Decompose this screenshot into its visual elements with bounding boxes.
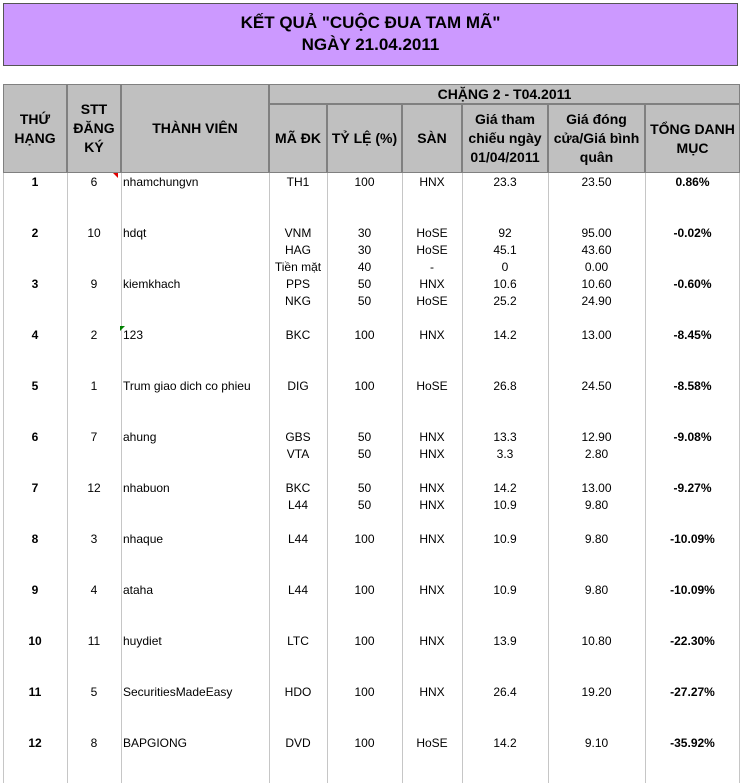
ref-price-cell [462,582,548,599]
rank-cell: 12 [28,736,42,750]
ratio-cell-value: 100 [354,532,375,546]
ref-price-cell-value: 13.3 [493,430,517,444]
close-price-cell-value: 9.10 [584,736,609,750]
ref-price-cell-value: 10.9 [493,498,517,512]
rank-cell: 7 [31,481,39,495]
stock-code-cell-value: NKG [284,294,311,308]
ratio-cell-value: 50 [357,447,372,461]
rank-cell: 1 [31,175,39,189]
total-cell: -22.30% [670,634,715,648]
stock-code-cell [269,531,327,548]
exchange-cell-value: HoSE [416,243,448,257]
stt-cell: 1 [90,379,98,393]
ref-price-cell-value: 14.2 [493,736,517,750]
stock-code-cell [269,174,327,191]
ref-price-cell [462,531,548,548]
total-cell: -9.27% [673,481,712,495]
exchange-cell [402,480,462,514]
stock-code-cell [269,429,327,463]
ref-price-cell [462,276,548,310]
rank-cell: 3 [31,277,39,291]
close-price-cell-value: 24.90 [581,294,612,308]
rank-cell: 2 [31,226,39,240]
close-price-cell [548,684,645,701]
ref-price-cell [462,684,548,701]
member-name-cell: Trum giao dich co phieu [123,379,251,393]
stock-code-cell-value: HAG [284,243,311,257]
exchange-cell [402,735,462,752]
member-name-cell: kiemkhach [123,277,181,291]
stock-code-cell-value: BKC [285,481,311,495]
close-price-cell [548,531,645,548]
ratio-cell [327,276,402,310]
close-price-cell [548,633,645,650]
header-ref-price: Giá tham chiếu ngày 01/04/2011 [462,104,548,173]
close-price-cell-value: 24.50 [581,379,612,393]
exchange-cell-value: HNX [419,447,445,461]
ref-price-cell-value: 14.2 [493,481,517,495]
total-cell: -0.60% [673,277,712,291]
exchange-cell-value: HNX [419,583,445,597]
exchange-cell-value: HoSE [416,226,448,240]
total-cell: -9.08% [673,430,712,444]
rank-cell: 6 [31,430,39,444]
rank-cell: 8 [31,532,39,546]
ref-price-cell-value: 26.8 [493,379,517,393]
total-cell: -0.02% [673,226,712,240]
ratio-cell-value: 100 [354,328,375,342]
total-cell: -35.92% [670,736,715,750]
ref-price-cell-value: 25.2 [493,294,517,308]
exchange-cell [402,174,462,191]
column-divider [121,173,122,783]
ratio-cell [327,378,402,395]
stock-code-cell-value: L44 [287,498,309,512]
exchange-cell-value: HNX [419,277,445,291]
ref-price-cell [462,225,548,276]
ratio-cell-value: 40 [357,260,372,274]
close-price-cell-value: 10.60 [581,277,612,291]
total-cell: -27.27% [670,685,715,699]
rank-cell: 9 [31,583,39,597]
close-price-cell-value: 43.60 [581,243,612,257]
stock-code-cell-value: PPS [285,277,310,291]
close-price-cell [548,378,645,395]
close-price-cell [548,327,645,344]
ref-price-cell-value: 10.9 [493,583,517,597]
ref-price-cell-value: 23.3 [493,175,517,189]
member-name-cell: huydiet [123,634,162,648]
member-name-cell: nhaque [123,532,164,546]
ratio-cell [327,735,402,752]
ratio-cell-value: 50 [357,277,372,291]
rank-cell: 5 [31,379,39,393]
ratio-cell [327,174,402,191]
report-title [3,3,738,66]
exchange-cell-value: HoSE [416,379,448,393]
total-cell: -8.58% [673,379,712,393]
ratio-cell [327,429,402,463]
ratio-cell-value: 100 [354,379,375,393]
table-body [3,173,740,783]
stt-cell: 4 [90,583,98,597]
stock-code-cell-value: LTC [287,634,309,648]
header-close-price: Giá đóng cửa/Giá bình quân [548,104,645,173]
ref-price-cell-value: 45.1 [493,243,517,257]
stt-cell: 8 [90,736,98,750]
ratio-cell [327,327,402,344]
close-price-cell [548,735,645,752]
exchange-cell [402,633,462,650]
stock-code-cell [269,378,327,395]
ratio-cell-value: 100 [354,634,375,648]
ref-price-cell-value: 92 [498,226,512,240]
ref-price-cell-value: 13.9 [493,634,517,648]
exchange-cell [402,327,462,344]
member-name-cell: 123 [123,328,144,342]
exchange-cell [402,429,462,463]
ratio-cell-value: 100 [354,583,375,597]
stock-code-cell-value: L44 [287,532,309,546]
member-name-cell: nhamchungvn [123,175,199,189]
ratio-cell-value: 30 [357,243,372,257]
stock-code-cell-value: VNM [284,226,312,240]
ref-price-cell-value: 14.2 [493,328,517,342]
exchange-cell-value: HNX [419,685,445,699]
exchange-cell [402,276,462,310]
close-price-cell-value: 9.80 [584,532,609,546]
ratio-cell [327,582,402,599]
ref-price-cell [462,378,548,395]
total-cell: 0.86% [675,175,710,189]
header-code: MÃ ĐK [269,104,327,173]
stock-code-cell [269,735,327,752]
exchange-cell [402,582,462,599]
header-exchange: SÀN [402,104,462,173]
ref-price-cell-value: 10.9 [493,532,517,546]
close-price-cell [548,174,645,191]
exchange-cell-value: HNX [419,328,445,342]
ratio-cell-value: 100 [354,685,375,699]
ref-price-cell [462,327,548,344]
stock-code-cell-value: DIG [287,379,309,393]
stock-code-cell-value: TH1 [286,175,310,189]
ratio-cell [327,531,402,548]
stt-cell: 12 [87,481,101,495]
ref-price-cell [462,480,548,514]
exchange-cell-value: HNX [419,481,445,495]
close-price-cell-value: 95.00 [581,226,612,240]
stt-cell: 5 [90,685,98,699]
member-name-cell: nhabuon [123,481,170,495]
header-total: TỔNG DANH MỤC [645,104,740,173]
close-price-cell-value: 13.00 [581,328,612,342]
ratio-cell [327,225,402,276]
stock-code-cell-value: L44 [287,583,309,597]
stt-cell: 2 [90,328,98,342]
ratio-cell [327,480,402,514]
close-price-cell-value: 2.80 [584,447,609,461]
stock-code-cell [269,633,327,650]
ref-price-cell [462,735,548,752]
ref-price-cell [462,633,548,650]
close-price-cell-value: 19.20 [581,685,612,699]
ratio-cell [327,684,402,701]
close-price-cell [548,429,645,463]
ratio-cell-value: 100 [354,736,375,750]
total-cell: -8.45% [673,328,712,342]
exchange-cell-value: HoSE [416,294,448,308]
rank-cell: 11 [28,685,42,699]
close-price-cell [548,276,645,310]
stock-code-cell-value: Tiền mặt [274,260,322,274]
exchange-cell-value: HNX [419,430,445,444]
close-price-cell-value: 12.90 [581,430,612,444]
stock-code-cell-value: BKC [285,328,311,342]
ratio-cell-value: 30 [357,226,372,240]
member-name-cell: SecuritiesMadeEasy [123,685,233,699]
stock-code-cell [269,582,327,599]
exchange-cell [402,531,462,548]
stock-code-cell-value: HDO [284,685,312,699]
stt-cell: 7 [90,430,98,444]
member-name-cell: ataha [123,583,154,597]
stock-code-cell [269,480,327,514]
stock-code-cell-value: VTA [286,447,310,461]
stt-cell: 10 [87,226,101,240]
header-stage: CHẶNG 2 - T04.2011 [269,84,740,104]
header-ratio: TỶ LỆ (%) [327,104,402,173]
stock-code-cell-value: DVD [285,736,311,750]
member-name-cell: ahung [123,430,157,444]
ref-price-cell-value: 10.6 [493,277,517,291]
stock-code-cell [269,225,327,276]
close-price-cell-value: 10.80 [581,634,612,648]
ref-price-cell [462,174,548,191]
member-name-cell: hdqt [123,226,147,240]
exchange-cell [402,684,462,701]
exchange-cell [402,225,462,276]
ratio-cell-value: 50 [357,430,372,444]
stock-code-cell-value: GBS [285,430,311,444]
exchange-cell-value: HNX [419,498,445,512]
rank-cell: 10 [28,634,42,648]
exchange-cell [402,378,462,395]
exchange-cell-value: - [430,260,434,274]
total-cell: -10.09% [670,532,715,546]
stt-cell: 6 [90,175,98,189]
ratio-cell-value: 50 [357,481,372,495]
title-line-2: NGÀY 21.04.2011 [301,35,440,54]
stt-cell: 11 [87,634,101,648]
title-line-1: KẾT QUẢ "CUỘC ĐUA TAM MÃ" [240,13,501,32]
close-price-cell-value: 9.80 [584,583,609,597]
exchange-cell-value: HNX [419,175,445,189]
ref-price-cell [462,429,548,463]
close-price-cell [548,225,645,276]
exchange-cell-value: HNX [419,532,445,546]
total-cell: -10.09% [670,583,715,597]
header-stt: STT ĐĂNG KÝ [67,84,121,173]
rank-cell: 4 [31,328,39,342]
header-rank: THỨ HẠNG [3,84,67,173]
close-price-cell-value: 9.80 [584,498,609,512]
close-price-cell-value: 0.00 [584,260,609,274]
exchange-cell-value: HNX [419,634,445,648]
ratio-cell-value: 100 [354,175,375,189]
close-price-cell [548,582,645,599]
ref-price-cell-value: 3.3 [496,447,514,461]
header-member: THÀNH VIÊN [121,84,269,173]
ratio-cell-value: 50 [357,498,372,512]
stt-cell: 3 [90,532,98,546]
exchange-cell-value: HoSE [416,736,448,750]
stock-code-cell [269,327,327,344]
ref-price-cell-value: 26.4 [493,685,517,699]
close-price-cell-value: 13.00 [581,481,612,495]
stock-code-cell [269,684,327,701]
member-name-cell: BAPGIONG [123,736,188,750]
ratio-cell [327,633,402,650]
ratio-cell-value: 50 [357,294,372,308]
close-price-cell [548,480,645,514]
ref-price-cell-value: 0 [501,260,509,274]
stt-cell: 9 [90,277,98,291]
stock-code-cell [269,276,327,310]
close-price-cell-value: 23.50 [581,175,612,189]
